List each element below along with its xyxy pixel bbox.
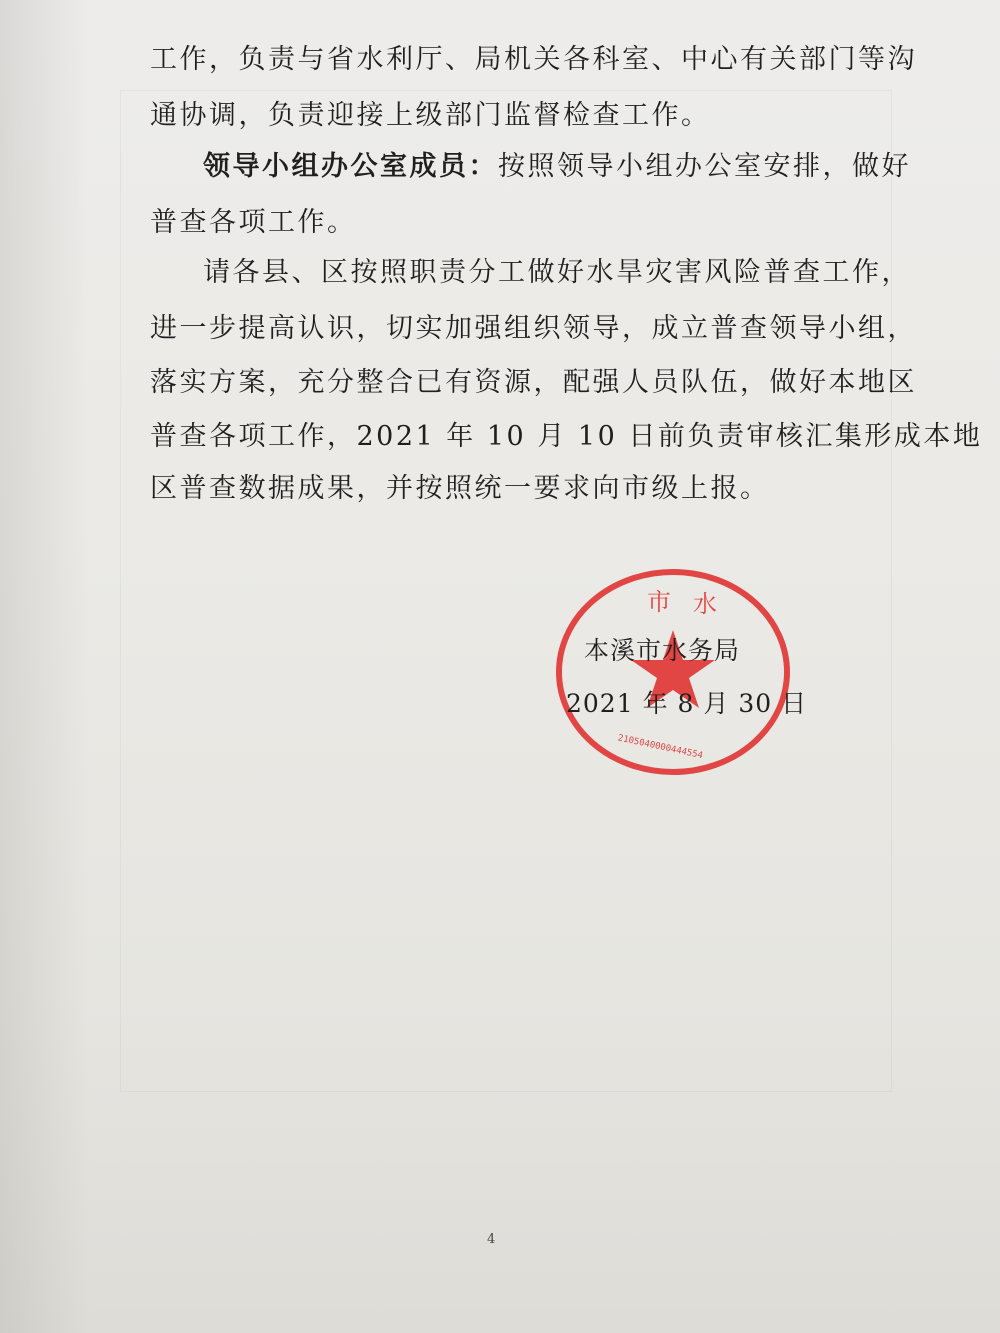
office-members-label: 领导小组办公室成员： — [203, 151, 498, 182]
signature-org: 本溪市水务局 — [584, 636, 741, 665]
text-line-4: 普查各项工作。 — [150, 207, 357, 238]
paragraph-line-5: 区普查数据成果，并按照统一要求向市级上报。 — [150, 473, 770, 504]
paragraph-line-4: 普查各项工作，2021 年 10 月 10 日前负责审核汇集形成本地 — [150, 421, 983, 452]
paragraph-line-3: 落实方案，充分整合已有资源，配强人员队伍，做好本地区 — [150, 367, 917, 398]
page-shadow — [0, 0, 90, 1333]
official-seal — [555, 568, 791, 776]
svg-text:水: 水 — [693, 590, 717, 618]
office-members-line — [203, 149, 923, 185]
svg-text:市: 市 — [647, 588, 671, 616]
text-line-2: 通协调，负责迎接上级部门监督检查工作。 — [150, 100, 711, 131]
signature-date: 2021 年 8 月 30 日 — [566, 689, 808, 718]
page-number: 4 — [487, 1232, 496, 1247]
text-line-1: 工作，负责与省水利厅、局机关各科室、中心有关部门等沟 — [150, 44, 917, 75]
paragraph-line-2: 进一步提高认识，切实加强组织领导，成立普查领导小组， — [150, 313, 917, 344]
paragraph-line-1: 请各县、区按照职责分工做好水旱灾害风险普查工作， — [203, 257, 911, 288]
office-members-text: 按照领导小组办公室安排，做好 — [498, 151, 911, 182]
svg-text:2105040000444554: 2105040000444554 — [616, 733, 704, 762]
